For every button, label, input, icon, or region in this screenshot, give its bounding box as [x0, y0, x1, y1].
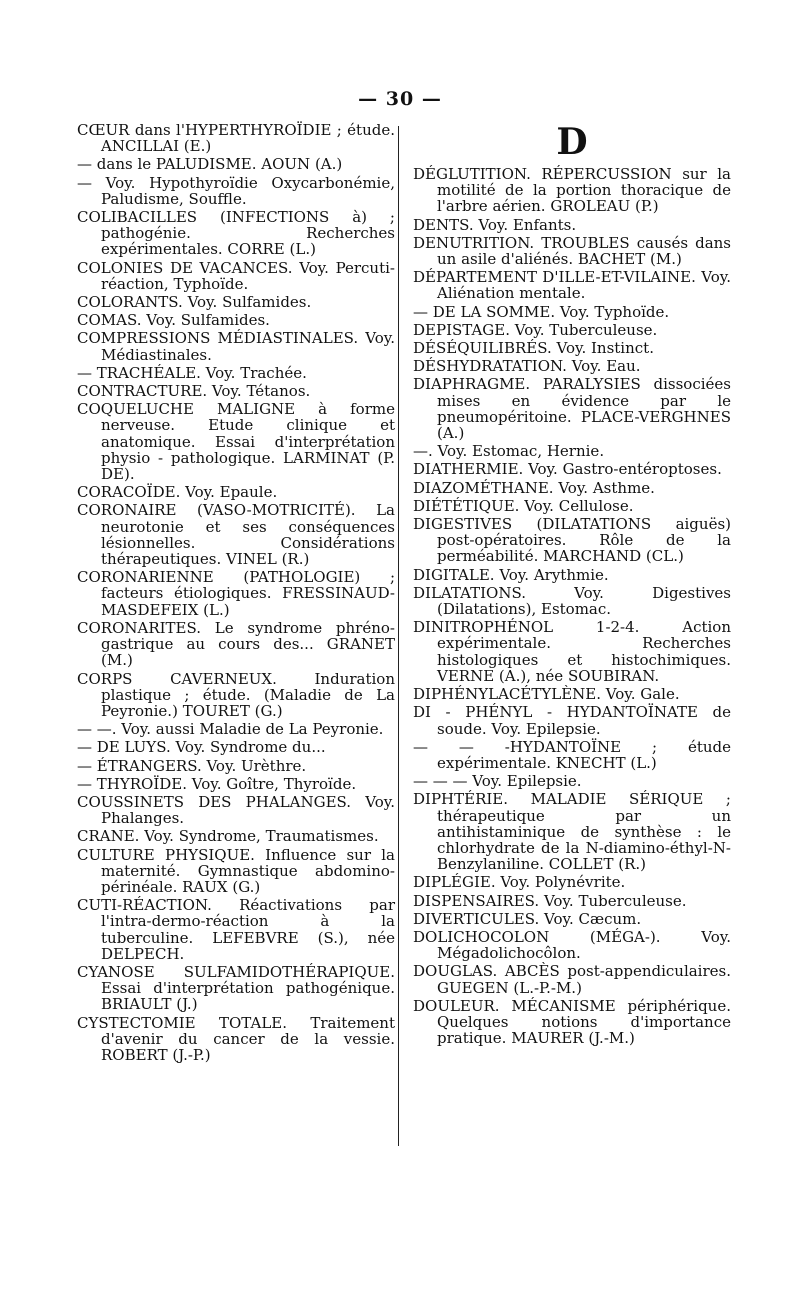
- index-entry: DEPISTAGE. Voy. Tuberculeuse.: [413, 320, 658, 339]
- index-entry: CORONARIENNE (PATHOLOGIE) ; facteurs étiologiques. FRESSINAUD-MASDEFEIX (L.): [77, 568, 395, 619]
- index-entry: COMAS. Voy. Sulfamides.: [77, 311, 270, 330]
- index-entry: DILATATIONS. Voy. Digestives (Dilatations), Estomac.: [413, 583, 731, 619]
- index-entry: — DE LUYS. Voy. Syndrome du...: [77, 738, 326, 757]
- index-entry: — TRACHÉALE. Voy. Trachée.: [77, 363, 307, 382]
- index-entry: COLIBACILLES (INFECTIONS à) ; pathogénie. Recherches expérimentales. CORRE (L.): [77, 208, 395, 259]
- left-column: [77, 122, 395, 1065]
- index-entry: DIAZOMÉTHANE. Voy. Asthme.: [413, 478, 655, 497]
- index-entry: COUSSINETS DES PHALANGES. Voy. Phalanges.: [77, 792, 395, 828]
- index-entry: DIVERTICULES. Voy. Cæcum.: [413, 909, 642, 928]
- index-entry: CULTURE PHYSIQUE. Influence sur la maternité. Gymnastique abdomino-périnéale. RAUX (G.): [77, 845, 395, 896]
- index-entry: — Voy. Hypothyroïdie Oxycarbonémie, Paludisme, Souffle.: [77, 173, 395, 208]
- index-entry: —. Voy. Estomac, Hernie.: [413, 442, 605, 461]
- index-entry: DOULEUR. MÉCANISME périphérique. Quelques notions d'importance pratique. MAURER (J.-M.): [413, 996, 731, 1048]
- index-entry: DIAPHRAGME. PARALYSIES dissociées mises en évidence par le pneumopéritoine. PLACE-VERGHNES (A.): [413, 375, 731, 443]
- index-entry: DINITROPHÉNOL 1-2-4. Action expérimentale. Recherches histologiques et histochimiques. VERNE (A.), née SOUBIRAN.: [413, 618, 731, 685]
- right-column: [413, 120, 731, 1048]
- page-number: — 30 —: [358, 88, 442, 110]
- index-entry: CORONARITES. Le syndrome phréno-gastrique au cours des... GRANET (M.): [77, 618, 395, 670]
- index-entry: CORACOÏDE. Voy. Epaule.: [77, 483, 278, 502]
- index-entry: — — — Voy. Epilepsie.: [413, 772, 582, 791]
- index-entry: DOUGLAS. ABCÈS post-appendiculaires. GUEGEN (L.-P.-M.): [413, 962, 731, 997]
- index-entry: — —. Voy. aussi Maladie de La Peyronie.: [77, 720, 384, 739]
- index-entry: DOLICHOCOLON (MÉGA-). Voy. Mégadolichocôlon.: [413, 927, 731, 963]
- index-entry: — THYROÏDE. Voy. Goître, Thyroïde.: [77, 774, 357, 793]
- index-entry: DIPHTÉRIE. MALADIE SÉRIQUE ; thérapeutique par un antihistaminique de synthèse : le chlorhydrate de la N-diamino-éthyl-N-Benzylaniline. COLLET (R.): [413, 790, 731, 874]
- index-entry: CYSTECTOMIE TOTALE. Traitement d'avenir du cancer de la vessie. ROBERT (J.-P.): [77, 1013, 395, 1064]
- section-letter: D: [556, 121, 588, 163]
- index-entry: DIÉTÉTIQUE. Voy. Cellulose.: [413, 496, 634, 515]
- index-entry: DIGITALE. Voy. Arythmie.: [413, 565, 609, 584]
- index-entry: CRANE. Voy. Syndrome, Traumatismes.: [77, 827, 379, 846]
- index-entry: COLONIES DE VACANCES. Voy. Percuti-réaction, Typhoïde.: [77, 258, 395, 293]
- index-entry: CORPS CAVERNEUX. Induration plastique ; étude. (Maladie de La Peyronie.) TOURET (G.): [77, 669, 395, 720]
- index-entry: CONTRACTURE. Voy. Tétanos.: [77, 382, 311, 401]
- index-entry: CYANOSE SULFAMIDOTHÉRAPIQUE. Essai d'interprétation pathogénique. BRIAULT (J.): [77, 962, 395, 1014]
- index-entry: CUTI-RÉACTION. Réactivations par l'intra-dermo-réaction à la tuberculine. LEFEBVRE (S.), née DELPECH.: [77, 896, 395, 963]
- index-entry: — ÉTRANGERS. Voy. Urèthre.: [77, 756, 307, 775]
- index-entry: DIGESTIVES (DILATATIONS aiguës) post-opératoires. Rôle de la perméabilité. MARCHAND (CL.): [413, 515, 731, 566]
- index-entry: DIPLÉGIE. Voy. Polynévrite.: [413, 873, 626, 892]
- index-entry: COQUELUCHE MALIGNE à forme nerveuse. Etude clinique et anatomique. Essai d'interprétation physio - pathologique. LARMINAT (P. DE).: [77, 400, 395, 484]
- index-entry: DIPHÉNYLACÉTYLÈNE. Voy. Gale.: [413, 685, 680, 704]
- index-entry: CŒUR dans l'HYPERTHYROÏDIE ; étude. ANCILLAI (E.): [77, 121, 395, 156]
- index-entry: — DE LA SOMME. Voy. Typhoïde.: [413, 302, 670, 321]
- index-entry: — dans le PALUDISME. AOUN (A.): [77, 155, 343, 174]
- index-entry: DENUTRITION. TROUBLES causés dans un asile d'aliénés. BACHET (M.): [413, 233, 731, 269]
- index-entry: DENTS. Voy. Enfants.: [413, 215, 577, 234]
- column-divider: [398, 126, 399, 1146]
- index-entry: DI - PHÉNYL - HYDANTOÏNATE de soude. Voy. Epilepsie.: [413, 703, 731, 738]
- index-entry: DISPENSAIRES. Voy. Tuberculeuse.: [413, 891, 687, 910]
- index-entry: DÉSÉQUILIBRÉS. Voy. Instinct.: [413, 339, 654, 358]
- index-entry: DÉPARTEMENT D'ILLE-ET-VILAINE. Voy. Aliénation mentale.: [413, 268, 731, 303]
- index-entry: COMPRESSIONS MÉDIASTINALES. Voy. Médiastinales.: [77, 329, 395, 364]
- index-entry: DIATHERMIE. Voy. Gastro-entéroptoses.: [413, 460, 722, 479]
- index-entry: — — -HYDANTOÏNE ; étude expérimentale. KNECHT (L.): [413, 737, 731, 772]
- index-entry: DÉSHYDRATATION. Voy. Eau.: [413, 357, 641, 376]
- index-entry: CORONAIRE (VASO-MOTRICITÉ). La neurotonie et ses conséquences lésionnelles. Considérations thérapeutiques. VINEL (R.): [77, 501, 395, 569]
- index-entry: DÉGLUTITION. RÉPERCUSSION sur la motilité de la portion thoracique de l'arbre aérien. GROLEAU (P.): [413, 165, 731, 216]
- index-entry: COLORANTS. Voy. Sulfamides.: [77, 293, 312, 312]
